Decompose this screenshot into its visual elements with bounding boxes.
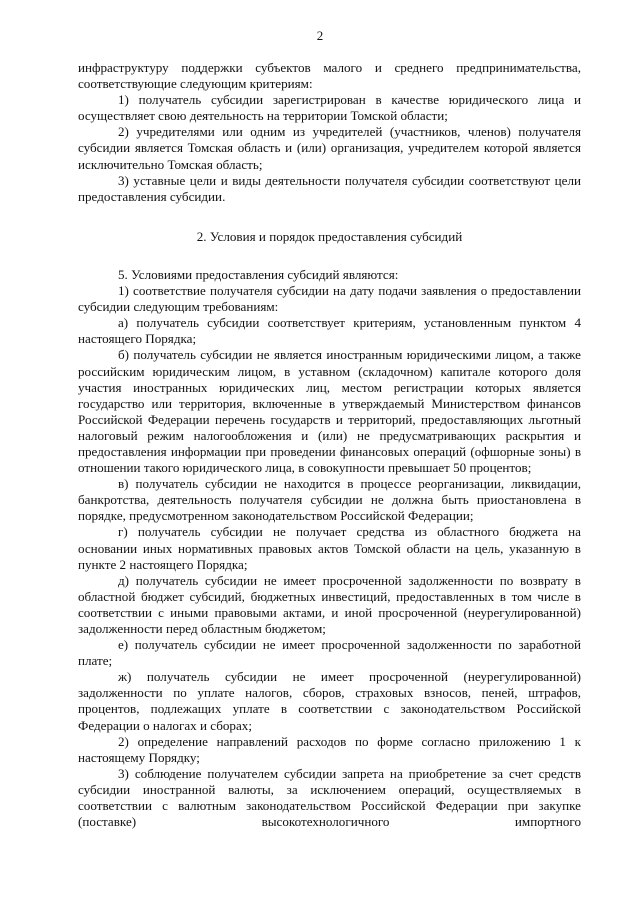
paragraph-condition-1: 1) соответствие получателя субсидии на дату подачи заявления о предоставлении субсидии следующим требованиям: <box>78 283 581 315</box>
paragraph-requirement-b: б) получатель субсидии не является иностранным юридическими лицом, а также российским юридическим лицом, в уставном (складочном) капитале которого доля участия иностранных юридических лиц, местом регистрации которых является государство или территория, включенные в утверждаемый Министерством финансов Российской Федерации перечень государств и территорий, предоставляющих льготный налоговый режим налогообложения и (или) не предусматривающих раскрытия и предоставления информации при проведении финансовых операций (офшорные зоны) в отношении такого юридического лица, в совокупности превышает 50 процентов; <box>78 347 581 476</box>
paragraph-requirement-v: в) получатель субсидии не находится в процессе реорганизации, ликвидации, банкротства, деятельность получателя субсидии не должна быть приостановлена в порядке, предусмотренном законодательством Российской Федерации; <box>78 476 581 524</box>
paragraph-requirement-zh: ж) получатель субсидии не имеет просроченной (неурегулированной) задолженности по уплате налогов, сборов, страховых взносов, пеней, штрафов, процентов, подлежащих уплате в соответствии с законодательством Российской Федерации о налогах и сборах; <box>78 669 581 733</box>
paragraph-criterion-3: 3) уставные цели и виды деятельности получателя субсидии соответствуют цели предоставления субсидии. <box>78 172 581 204</box>
paragraph-condition-2: 2) определение направлений расходов по форме согласно приложению 1 к настоящему Порядку; <box>78 733 581 765</box>
section-heading: 2. Условия и порядок предоставления субсидий <box>196 228 463 244</box>
paragraph-requirement-g: г) получатель субсидии не получает средства из областного бюджета на основании иных нормативных правовых актов Томской области на цель, указанную в пункте 2 настоящего Порядка; <box>78 524 581 572</box>
paragraph-criteria-intro: инфраструктуру поддержки субъектов малого и среднего предпринимательства, соответствующие следующим критериям: <box>78 60 581 92</box>
paragraph-item-5: 5. Условиями предоставления субсидий являются: <box>118 266 399 282</box>
conditions-list <box>78 267 581 830</box>
paragraph-requirement-a: а) получатель субсидии соответствует критериям, установленным пунктом 4 настоящего Порядка; <box>78 315 581 347</box>
page-number: 2 <box>316 28 324 43</box>
paragraph-requirement-e: е) получатель субсидии не имеет просроченной задолженности по заработной плате; <box>78 637 581 669</box>
document-body <box>78 60 581 830</box>
paragraph-requirement-d: д) получатель субсидии не имеет просроченной задолженности по возврату в областной бюджет субсидий, бюджетных инвестиций, предоставленных в том числе в соответствии с иными правовыми актами, и иной просроченной (неурегулированной) задолженности перед областным бюджетом; <box>78 572 581 636</box>
paragraph-criterion-1: 1) получатель субсидии зарегистрирован в качестве юридического лица и осуществляет свою деятельность на территории Томской области; <box>78 92 581 124</box>
paragraph-condition-3: 3) соблюдение получателем субсидии запрета на приобретение за счет средств субсидии иностранной валюты, за исключением операций, осуществляемых в соответствии с валютным законодательством Российской Федерации при закупке (поставке) высокотехнологичного импортного <box>78 765 581 830</box>
paragraph-criterion-2: 2) учредителями или одним из учредителей (участников, членов) получателя субсидии является Томская область и (или) организация, учредителем которой является исключительно Томская область; <box>78 124 581 172</box>
criteria-list <box>78 60 581 205</box>
